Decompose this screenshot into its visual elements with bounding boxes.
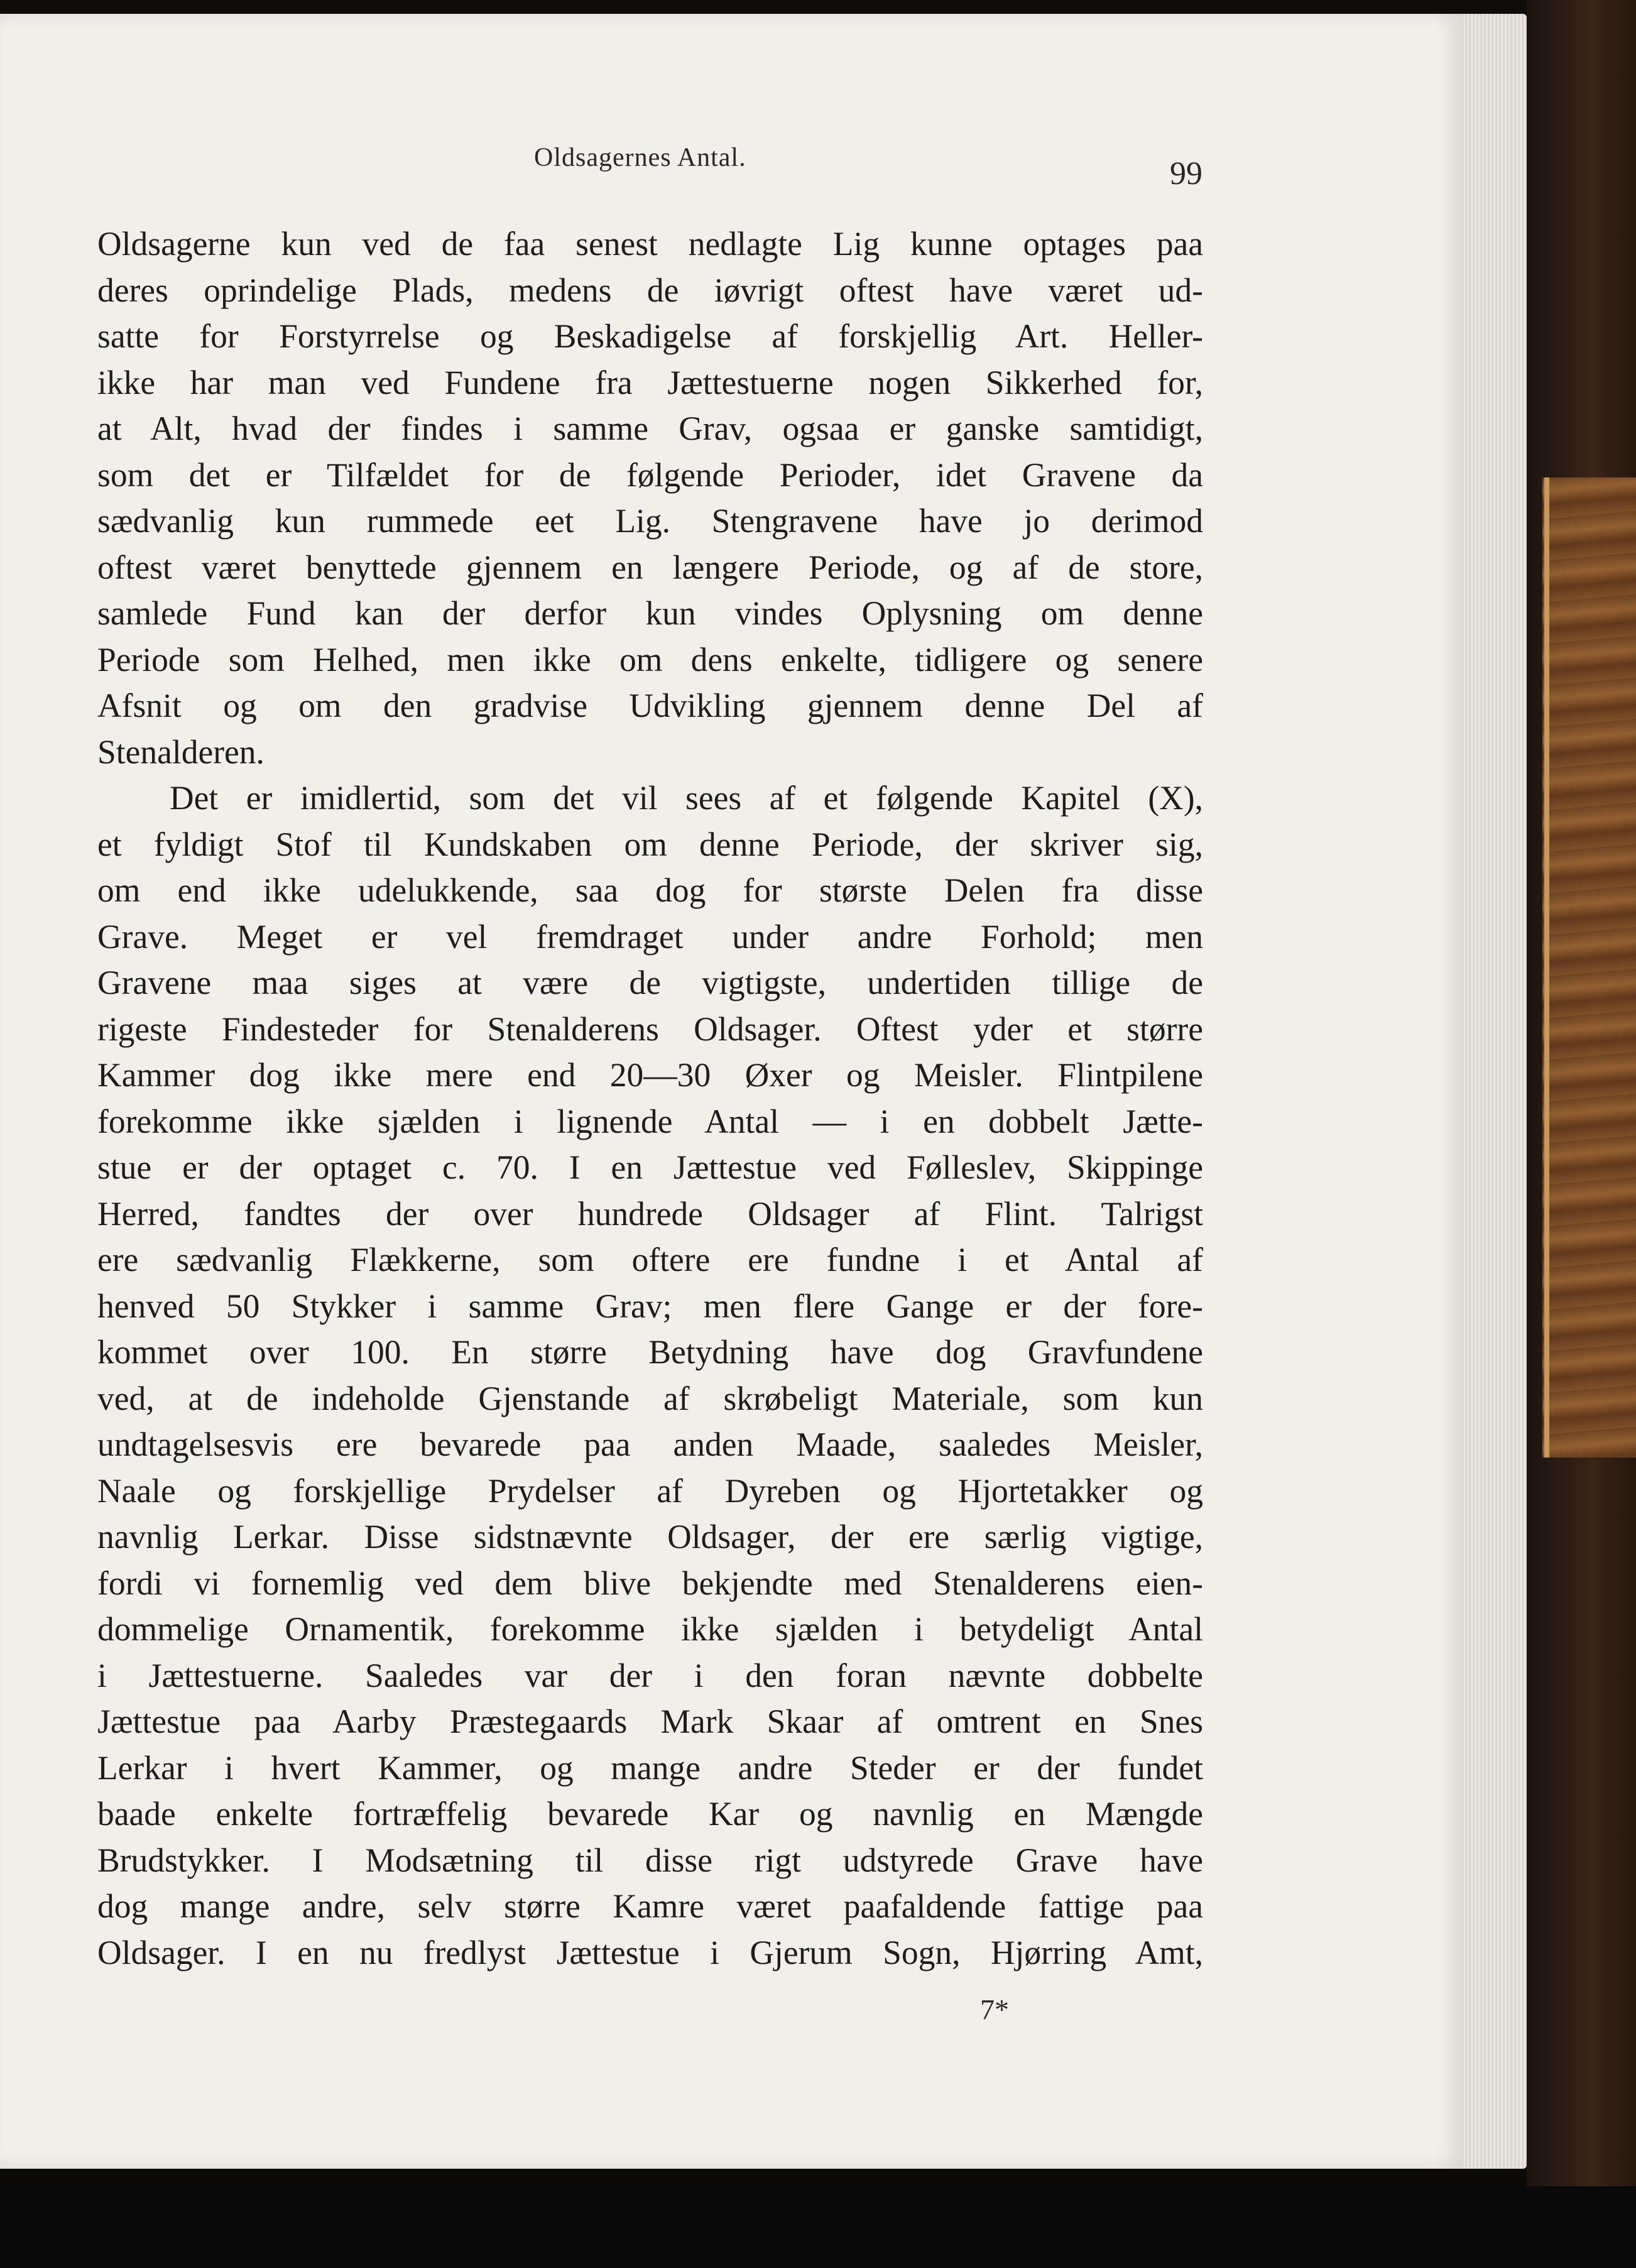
text-line: dommelige Ornamentik, forekomme ikke sjælden i betydeligt Antal (97, 1610, 1203, 1648)
text-line: Oldsager. I en nu fredlyst Jættestue i Gjerum Sogn, Hjørring Amt, (97, 1933, 1203, 1971)
text-line: Gravene maa siges at være de vigtigste, undertiden tillige de (97, 964, 1203, 1001)
text-line: Brudstykker. I Modsætning til disse rigt udstyrede Grave have (97, 1841, 1203, 1879)
paragraph-start-line: Det er imidlertid, som det vil sees af et følgende Kapitel (X), (170, 779, 1203, 817)
text-line: Lerkar i hvert Kammer, og mange andre Steder er der fundet (97, 1748, 1203, 1787)
running-head: Oldsagernes Antal. (534, 143, 746, 172)
text-line: Stenalderen. (97, 733, 264, 771)
text-line: samlede Fund kan der derfor kun vindes Oplysning om denne (97, 594, 1203, 632)
text-line: baade enkelte fortræffelig bevarede Kar og navnlig en Mængde (97, 1795, 1203, 1833)
scanner-background-bottom (0, 2186, 1636, 2268)
text-line: Grave. Meget er vel fremdraget under andre Forhold; men (97, 917, 1203, 956)
text-line: sædvanlig kun rummede eet Lig. Stengravene have jo derimod (97, 502, 1203, 540)
page-number: 99 (1170, 156, 1202, 192)
text-line: Periode som Helhed, men ikke om dens enkelte, tidligere og senere (97, 640, 1203, 679)
text-line: Kammer dog ikke mere end 20—30 Øxer og Meisler. Flintpilene (97, 1056, 1203, 1094)
text-line: undtagelsesvis ere bevarede paa anden Maade, saaledes Meisler, (97, 1426, 1203, 1463)
text-line: navnlig Lerkar. Disse sidstnævnte Oldsager, der ere særlig vigtige, (97, 1518, 1203, 1556)
text-line: ikke har man ved Fundene fra Jættestuerne nogen Sikkerhed for, (97, 363, 1203, 401)
text-line: henved 50 Stykker i samme Grav; men flere Gange er der fore- (97, 1287, 1203, 1325)
signature-mark: 7* (980, 1993, 1009, 2025)
text-line: Oldsagerne kun ved de faa senest nedlagte Lig kunne optages paa (97, 225, 1203, 263)
text-line: som det er Tilfældet for de følgende Perioder, idet Gravene da (97, 455, 1203, 494)
text-line: forekomme ikke sjælden i lignende Antal — i en dobbelt Jætte- (97, 1102, 1203, 1140)
text-line: ere sædvanlig Flækkerne, som oftere ere fundne i et Antal af (97, 1241, 1203, 1278)
text-line: at Alt, hvad der findes i samme Grav, ogsaa er ganske samtidigt, (97, 410, 1203, 447)
text-line: oftest været benyttede gjennem en længere Periode, og af de store, (97, 548, 1203, 586)
text-line: stue er der optaget c. 70. I en Jættestue ved Følleslev, Skippinge (97, 1148, 1203, 1186)
gilt-edge (1544, 477, 1549, 1458)
text-line: Herred, fandtes der over hundrede Oldsager af Flint. Talrigst (97, 1194, 1203, 1233)
body-text (97, 221, 1203, 1976)
leather-spine (1542, 477, 1636, 1458)
text-line: om end ikke udelukkende, saa dog for største Delen fra disse (97, 871, 1203, 909)
text-line: satte for Forstyrrelse og Beskadigelse af forskjellig Art. Heller- (97, 317, 1203, 355)
text-line: kommet over 100. En større Betydning have dog Gravfundene (97, 1333, 1203, 1371)
text-line: ved, at de indeholde Gjenstande af skrøbeligt Materiale, som kun (97, 1379, 1203, 1417)
text-line: Jættestue paa Aarby Præstegaards Mark Skaar af omtrent en Snes (97, 1703, 1203, 1740)
text-line: rigeste Findesteder for Stenalderens Oldsager. Oftest yder et større (97, 1010, 1203, 1048)
text-line: Afsnit og om den gradvise Udvikling gjennem denne Del af (97, 687, 1203, 724)
text-line: Naale og forskjellige Prydelser af Dyreben og Hjortetakker og (97, 1471, 1203, 1510)
book-page (0, 14, 1464, 2169)
text-line: fordi vi fornemlig ved dem blive bekjendte med Stenalderens eien- (97, 1564, 1203, 1602)
text-line: deres oprindelige Plads, medens de iøvrigt oftest have været ud- (97, 271, 1203, 309)
text-line: dog mange andre, selv større Kamre været paafaldende fattige paa (97, 1887, 1203, 1925)
text-line: i Jættestuerne. Saaledes var der i den foran nævnte dobbelte (97, 1656, 1203, 1694)
text-line: et fyldigt Stof til Kundskaben om denne Periode, der skriver sig, (97, 825, 1203, 863)
